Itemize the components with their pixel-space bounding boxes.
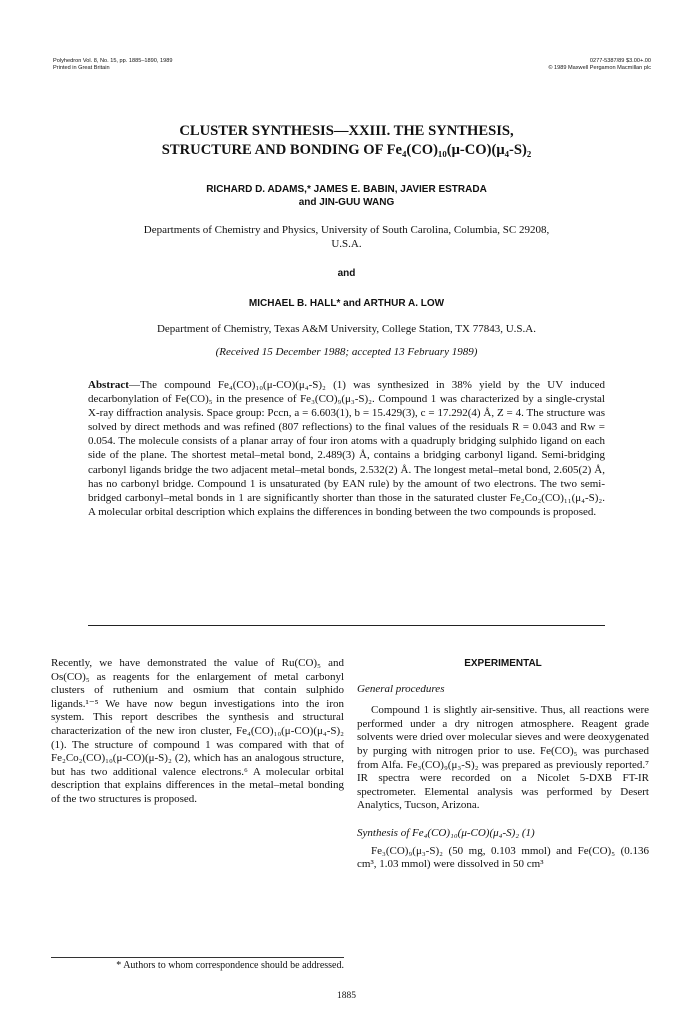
received-dates: (Received 15 December 1988; accepted 13 February 1989) (215, 346, 478, 358)
affiliation-line-1: Departments of Chemistry and Physics, University of South Carolina, Columbia, SC 29208, (143, 224, 550, 236)
journal-header-right (548, 58, 651, 72)
author-line-2: and JIN-GUU WANG (298, 197, 395, 208)
author-list (60, 183, 633, 209)
author-list-2: MICHAEL B. HALL* and ARTHUR A. LOW (248, 298, 445, 309)
affiliation-texas: Department of Chemistry, Texas A&M University, College Station, TX 77843, U.S.A. (156, 323, 536, 335)
synthesis-text: Fe₃(CO)₉(μ₃-S)₂ (50 mg, 0.103 mmol) and Fe(CO)₅ (0.136 cm³, 1.03 mmol) were dissolved in 50 cm³ (357, 844, 649, 871)
journal-header-left (53, 58, 172, 72)
experimental-heading: EXPERIMENTAL (464, 658, 542, 669)
abstract-label: Abstract (88, 379, 129, 391)
left-column (51, 657, 344, 807)
footnote-divider (51, 957, 344, 958)
intro-paragraph: Recently, we have demonstrated the value of Ru(CO)₅ and Os(CO)₅ as reagents for the enlargement of metal carbonyl clusters of ruthenium and osmium that contain sulphido ligands.¹⁻⁵ We have now begun investigations into the iron system. This report describes the synthesis and structural characterization of the new iron cluster, Fe₄(CO)₁₀(μ-CO)(μ₄-S)₂ (1). The structure of compound 1 was compared with that of Fe₂Co₂(CO)₁₀(μ-CO)(μ-S)₂ (2), which has an analogous structure, but has two additional valence electrons.⁶ A molecular orbital description that explains differences in the metal–metal bonding of the two structures is proposed. (51, 657, 344, 805)
price-code: 0277-5387/89 $3.00+.00 (589, 58, 651, 64)
and-separator: and (337, 268, 356, 279)
copyright-notice: © 1989 Maxwell Pergamon Macmillan plc (548, 65, 651, 71)
abstract (88, 378, 605, 519)
abstract-divider (88, 625, 605, 626)
paper-title (60, 122, 633, 160)
title-line-2: STRUCTURE AND BONDING OF Fe₄(CO)₁₀(μ-CO)(μ₄-S)₂ (161, 142, 532, 158)
footnote: * Authors to whom correspondence should be addressed. (116, 960, 344, 971)
affiliation-south-carolina (40, 223, 653, 251)
title-line-1: CLUSTER SYNTHESIS—XXIII. THE SYNTHESIS, (179, 123, 514, 139)
journal-citation: Polyhedron Vol. 8, No. 15, pp. 1885–1890, 1989 (53, 58, 173, 64)
abstract-text: —The compound Fe₄(CO)₁₀(μ-CO)(μ₄-S)₂ (1) was synthesized in 38% yield by the UV induced decarbonylation of Fe(CO)₅ in the presence of Fe₃(CO)₉(μ₃-S)₂. Compound 1 was characterized by a single-crystal X-ray diffraction analysis. Space group: Pccn, a = 6.603(1), b = 15.429(3), c = 17.292(4) Å, Z = 4. The structure was solved by direct methods and was refined (807 reflections) to the final values of the residuals R = 0.043 and Rw = 0.054. The molecule consists of a planar array of four iron atoms with a quadruply bridging sulphido ligand on each side of the plane. The shortest metal–metal bond, 2.489(3) Å, contains a bridging carbonyl ligand. Semi-bridging carbonyl ligands bridge the two adjacent metal–metal bonds, 2.532(2) Å. The longest metal–metal bond, 2.605(2) Å, has no carbonyl bridge. Compound 1 is unsaturated (by EAN rule) by the amount of two electrons. The two semi-bridged carbonyl–metal bonds in 1 are significantly shorter than those in the saturated cluster Fe₂Co₂(CO)₁₁(μ₄-S)₂. A molecular orbital description which explains the differences in bonding between the two compounds is proposed. (88, 379, 605, 518)
author-line-1: RICHARD D. ADAMS,* JAMES E. BABIN, JAVIER ESTRADA (206, 184, 487, 195)
general-procedures-heading: General procedures (357, 682, 445, 695)
page-number: 1885 (337, 991, 356, 1001)
affiliation-line-2: U.S.A. (331, 238, 362, 250)
general-procedures-text: Compound 1 is slightly air-sensitive. Thus, all reactions were performed under a dry nitrogen atmosphere. Reagent grade solvents were dried over molecular sieves and were deoxygenated by purging with nitrogen prior to use. Fe(CO)₅ was purchased from Alfa. Fe₃(CO)₉(μ₃-S)₂ was prepared as previously reported.⁷ IR spectra were recorded on a Nicolet 5-DXB FT-IR spectrometer. Elemental analysis was performed by Desert Analytics, Tucson, Arizona. (357, 704, 649, 812)
right-column (357, 657, 649, 872)
printed-location: Printed in Great Britain (53, 65, 110, 71)
synthesis-heading: Synthesis of Fe₄(CO)₁₀(μ-CO)(μ₄-S)₂ (1) (357, 826, 535, 839)
